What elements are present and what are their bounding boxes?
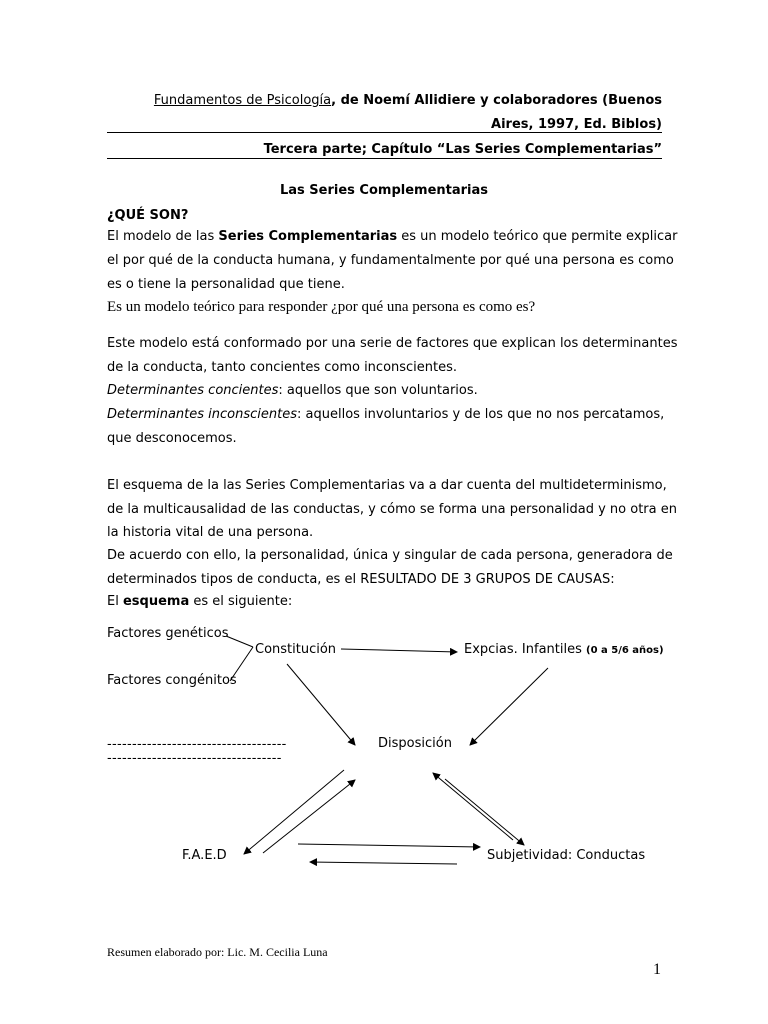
det-inconscientes-text: : aquellos involuntarios y de los que no nos percatamos,: [297, 407, 665, 422]
book-title: Fundamentos de Psicología: [153, 93, 332, 108]
node-disposicion: Disposición: [378, 736, 452, 751]
p1-bold: Series Complementarias: [218, 229, 398, 244]
det-concientes-text: : aquellos que son voluntarios.: [278, 383, 478, 398]
p4-line-1: El esquema de la las Series Complementarias va a dar cuenta del multideterminismo,: [107, 478, 667, 493]
p4-line-3: la historia vital de una persona.: [107, 525, 314, 540]
dash-line-1: ------------------------------------: [107, 737, 287, 752]
p4-l6-a: El: [107, 594, 123, 609]
p4-line-2: de la multicausalidad de las conductas, y cómo se forma una personalidad y no otra en: [107, 502, 677, 517]
arrow-subjetividad-faed: [310, 862, 457, 864]
node-subjetividad: Subjetividad: Conductas: [487, 848, 646, 863]
arrow-constitucion-disposicion: [287, 664, 355, 745]
citation-publisher: Aires, 1997, Ed. Biblos): [491, 117, 662, 132]
arrow-constitucion-expcias: [341, 649, 457, 652]
p4-line-5: determinados tipos de conducta, es el RESULTADO DE 3 GRUPOS DE CAUSAS:: [107, 572, 615, 587]
p1-line-2: el por qué de la conducta humana, y fundamentalmente por qué una persona es como: [107, 253, 674, 268]
section-heading-text: ¿QUÉ SON?: [107, 208, 189, 223]
p1-a: El modelo de las: [107, 229, 219, 244]
page-number: 1: [653, 961, 661, 978]
chapter-title: Tercera parte; Capítulo “Las Series Complementarias”: [263, 142, 662, 157]
p4-line-4: De acuerdo con ello, la personalidad, única y singular de cada persona, generadora de: [107, 548, 673, 563]
node-factores-geneticos: Factores genéticos: [107, 626, 229, 641]
p4-l6-bold: esquema: [122, 594, 190, 609]
p3-line-5: que desconocemos.: [107, 431, 237, 446]
p1-line-3: es o tiene la personalidad que tiene.: [107, 277, 345, 292]
p4-l6-b: es el siguiente:: [189, 594, 293, 609]
p3-line-2: de la conducta, tanto concientes como inconscientes.: [107, 360, 458, 375]
bracket-geneticos: [226, 636, 253, 647]
det-concientes-label: Determinantes concientes: [107, 383, 279, 398]
arrow-subjetividad-disposicion: [433, 773, 513, 840]
dash-line-2: -----------------------------------: [107, 751, 282, 766]
arrow-disposicion-faed: [244, 770, 344, 854]
arrow-faed-disposicion: [263, 780, 355, 853]
expcias-note: (0 a 5/6 años): [586, 645, 664, 656]
arrow-faed-subjetividad: [298, 844, 480, 847]
p2-line: Es un modelo teórico para responder ¿por qué una persona es como es?: [107, 299, 536, 315]
node-factores-congenitos: Factores congénitos: [107, 673, 237, 688]
arrow-expcias-disposicion: [470, 668, 548, 745]
expcias-label: Expcias. Infantiles: [464, 642, 587, 657]
footer-author: Resumen elaborado por: Lic. M. Cecilia Luna: [107, 945, 328, 959]
citation-rest: , de Noemí Allidiere y colaboradores (Buenos: [331, 93, 662, 108]
node-constitucion: Constitución: [255, 642, 337, 657]
page-title-text: Las Series Complementarias: [279, 183, 489, 198]
node-faed: F.A.E.D: [182, 848, 227, 863]
p3-line-1: Este modelo está conformado por una serie de factores que explican los determinantes: [107, 336, 678, 351]
det-inconscientes-label: Determinantes inconscientes: [107, 407, 297, 422]
arrow-disposicion-subjetividad: [445, 779, 524, 845]
bracket-congenitos: [230, 647, 253, 681]
p1-b: es un modelo teórico que permite explicar: [397, 229, 678, 244]
